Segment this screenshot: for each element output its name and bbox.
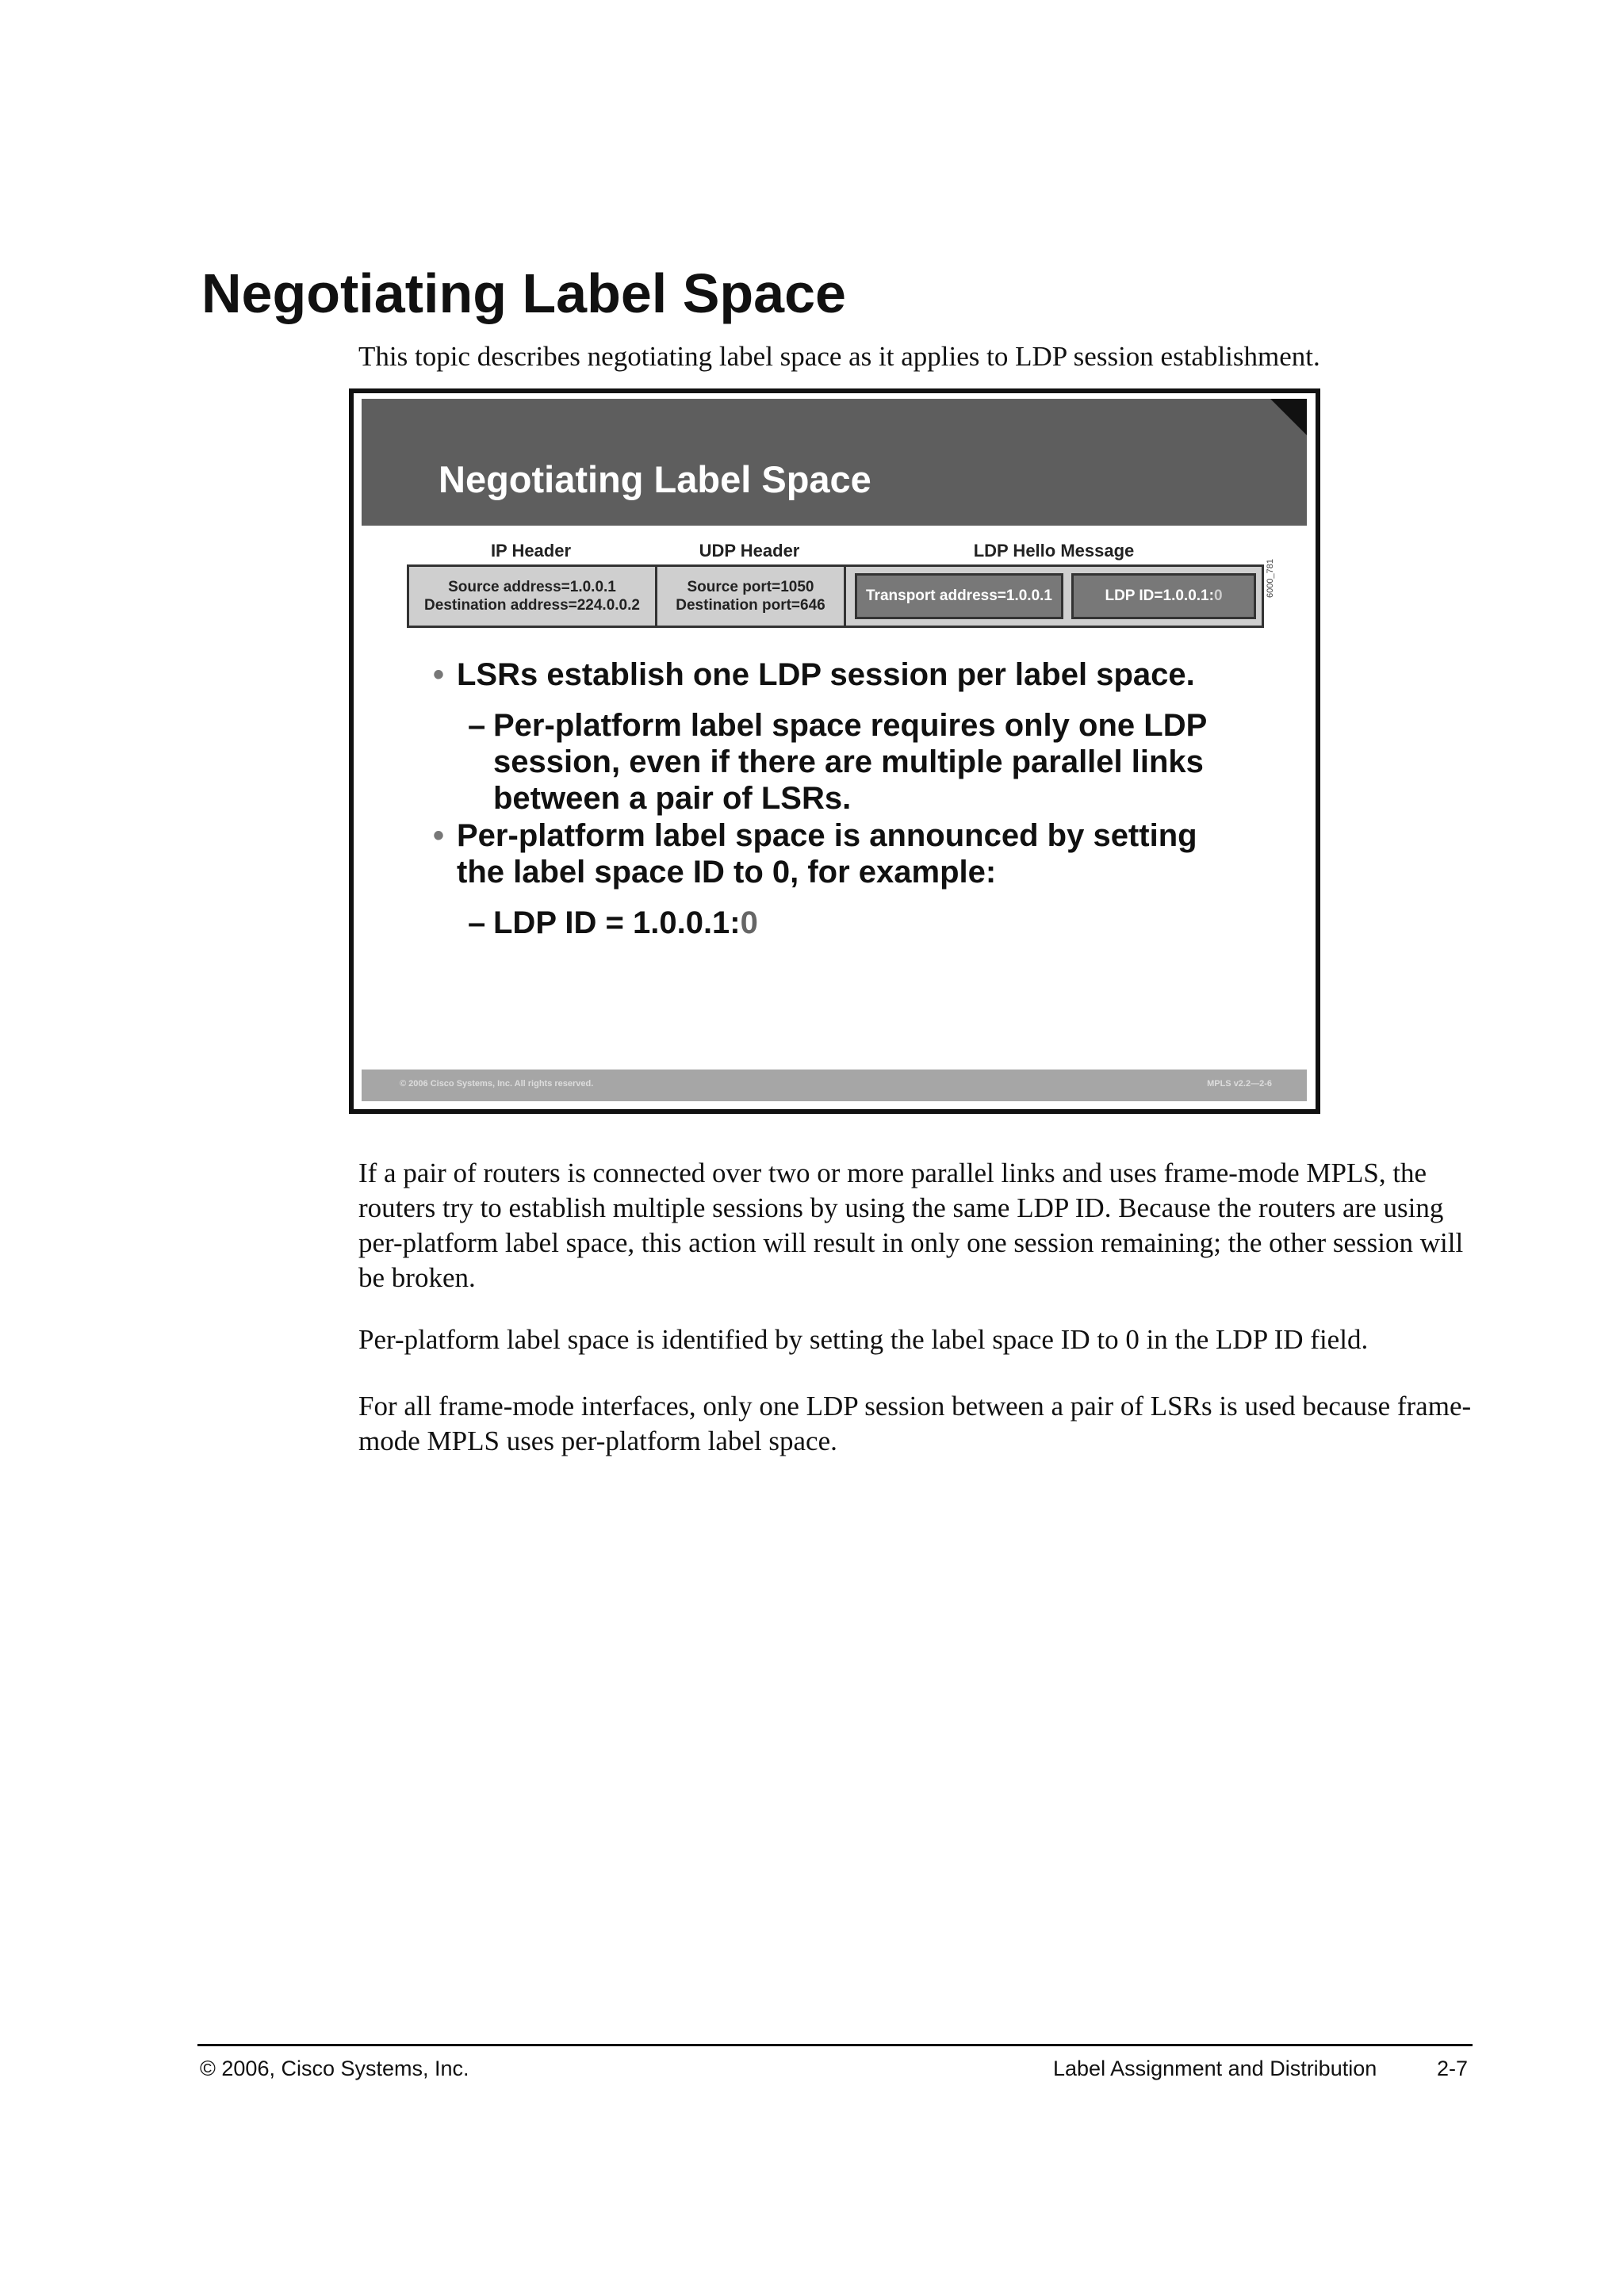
ldp-hello-label: LDP Hello Message bbox=[973, 541, 1135, 561]
transport-address-box: Transport address=1.0.0.1 bbox=[855, 573, 1063, 619]
footer-page-number: 2-7 bbox=[1437, 2057, 1469, 2080]
body-paragraph-2: Per-platform label space is identified by setting the label space ID to 0 in the LDP ID field. bbox=[358, 1324, 1369, 1355]
page-title: Negotiating Label Space bbox=[201, 262, 846, 324]
body-paragraph-3: For all frame-mode interfaces, only one LDP session between a pair of LSRs is used because frame-mode MPLS uses per-platform label space. bbox=[358, 1391, 1472, 1456]
udp-destination: Destination port=646 bbox=[676, 597, 825, 614]
udp-header-cell bbox=[657, 567, 846, 626]
ldp-id-prefix: LDP ID=1.0.0.1: bbox=[1105, 587, 1214, 604]
body-paragraph-1: If a pair of routers is connected over two or more parallel links and uses frame-mode MPLS, the routers try to establish multiple sessions by using the same LDP ID. Because the routers are using per-platform label space, this action will result in only one session remaining; the other session will be broken. bbox=[358, 1158, 1464, 1293]
packet-diagram bbox=[407, 564, 1264, 628]
sub-bullet-2-highlight: 0 bbox=[740, 905, 758, 940]
ldp-id-space: 0 bbox=[1213, 587, 1223, 604]
bullet-dot: • bbox=[433, 657, 445, 692]
ip-destination: Destination address=224.0.0.2 bbox=[424, 597, 640, 614]
bullet-2 bbox=[433, 817, 1250, 890]
slide-corner-mark bbox=[1270, 399, 1307, 435]
slide-footer bbox=[362, 1070, 1307, 1101]
ip-header-cell bbox=[409, 567, 657, 626]
sub-bullet-1-text: Per-platform label space requires only one LDP session, even if there are multiple parallel links between a pair of LSRs. bbox=[493, 708, 1207, 816]
sub-bullet-1 bbox=[468, 707, 1207, 817]
sub-bullet-2 bbox=[468, 905, 1207, 941]
bullet-1-text: LSRs establish one LDP session per label space. bbox=[457, 657, 1195, 692]
sub-bullet-dash: – bbox=[468, 708, 486, 743]
footer-divider bbox=[197, 2044, 1473, 2046]
slide-title: Negotiating Label Space bbox=[439, 458, 871, 500]
slide-figure bbox=[349, 388, 1320, 1114]
ip-header-label: IP Header bbox=[490, 541, 572, 561]
slide-number: MPLS v2.2—2-6 bbox=[1207, 1079, 1272, 1089]
udp-header-label: UDP Header bbox=[699, 541, 800, 561]
udp-source: Source port=1050 bbox=[687, 579, 814, 595]
bullet-2-text: Per-platform label space is announced by setting the label space ID to 0, for example: bbox=[457, 818, 1197, 890]
slide-copyright: © 2006 Cisco Systems, Inc. All rights reserved. bbox=[400, 1079, 594, 1089]
sub-bullet-dash: – bbox=[468, 905, 486, 940]
footer-chapter: Label Assignment and Distribution bbox=[1053, 2057, 1377, 2080]
slide-header bbox=[362, 399, 1307, 526]
footer-copyright: © 2006, Cisco Systems, Inc. bbox=[200, 2057, 469, 2080]
figure-id: 6000_781 bbox=[1266, 559, 1275, 598]
bullet-1 bbox=[433, 656, 1250, 693]
intro-text: This topic describes negotiating label space as it applies to LDP session establishment. bbox=[358, 341, 1320, 372]
ip-source: Source address=1.0.0.1 bbox=[448, 579, 616, 595]
sub-bullet-2-prefix: LDP ID = 1.0.0.1: bbox=[493, 905, 741, 940]
ldp-id-box bbox=[1071, 573, 1256, 619]
bullet-dot: • bbox=[433, 818, 445, 853]
